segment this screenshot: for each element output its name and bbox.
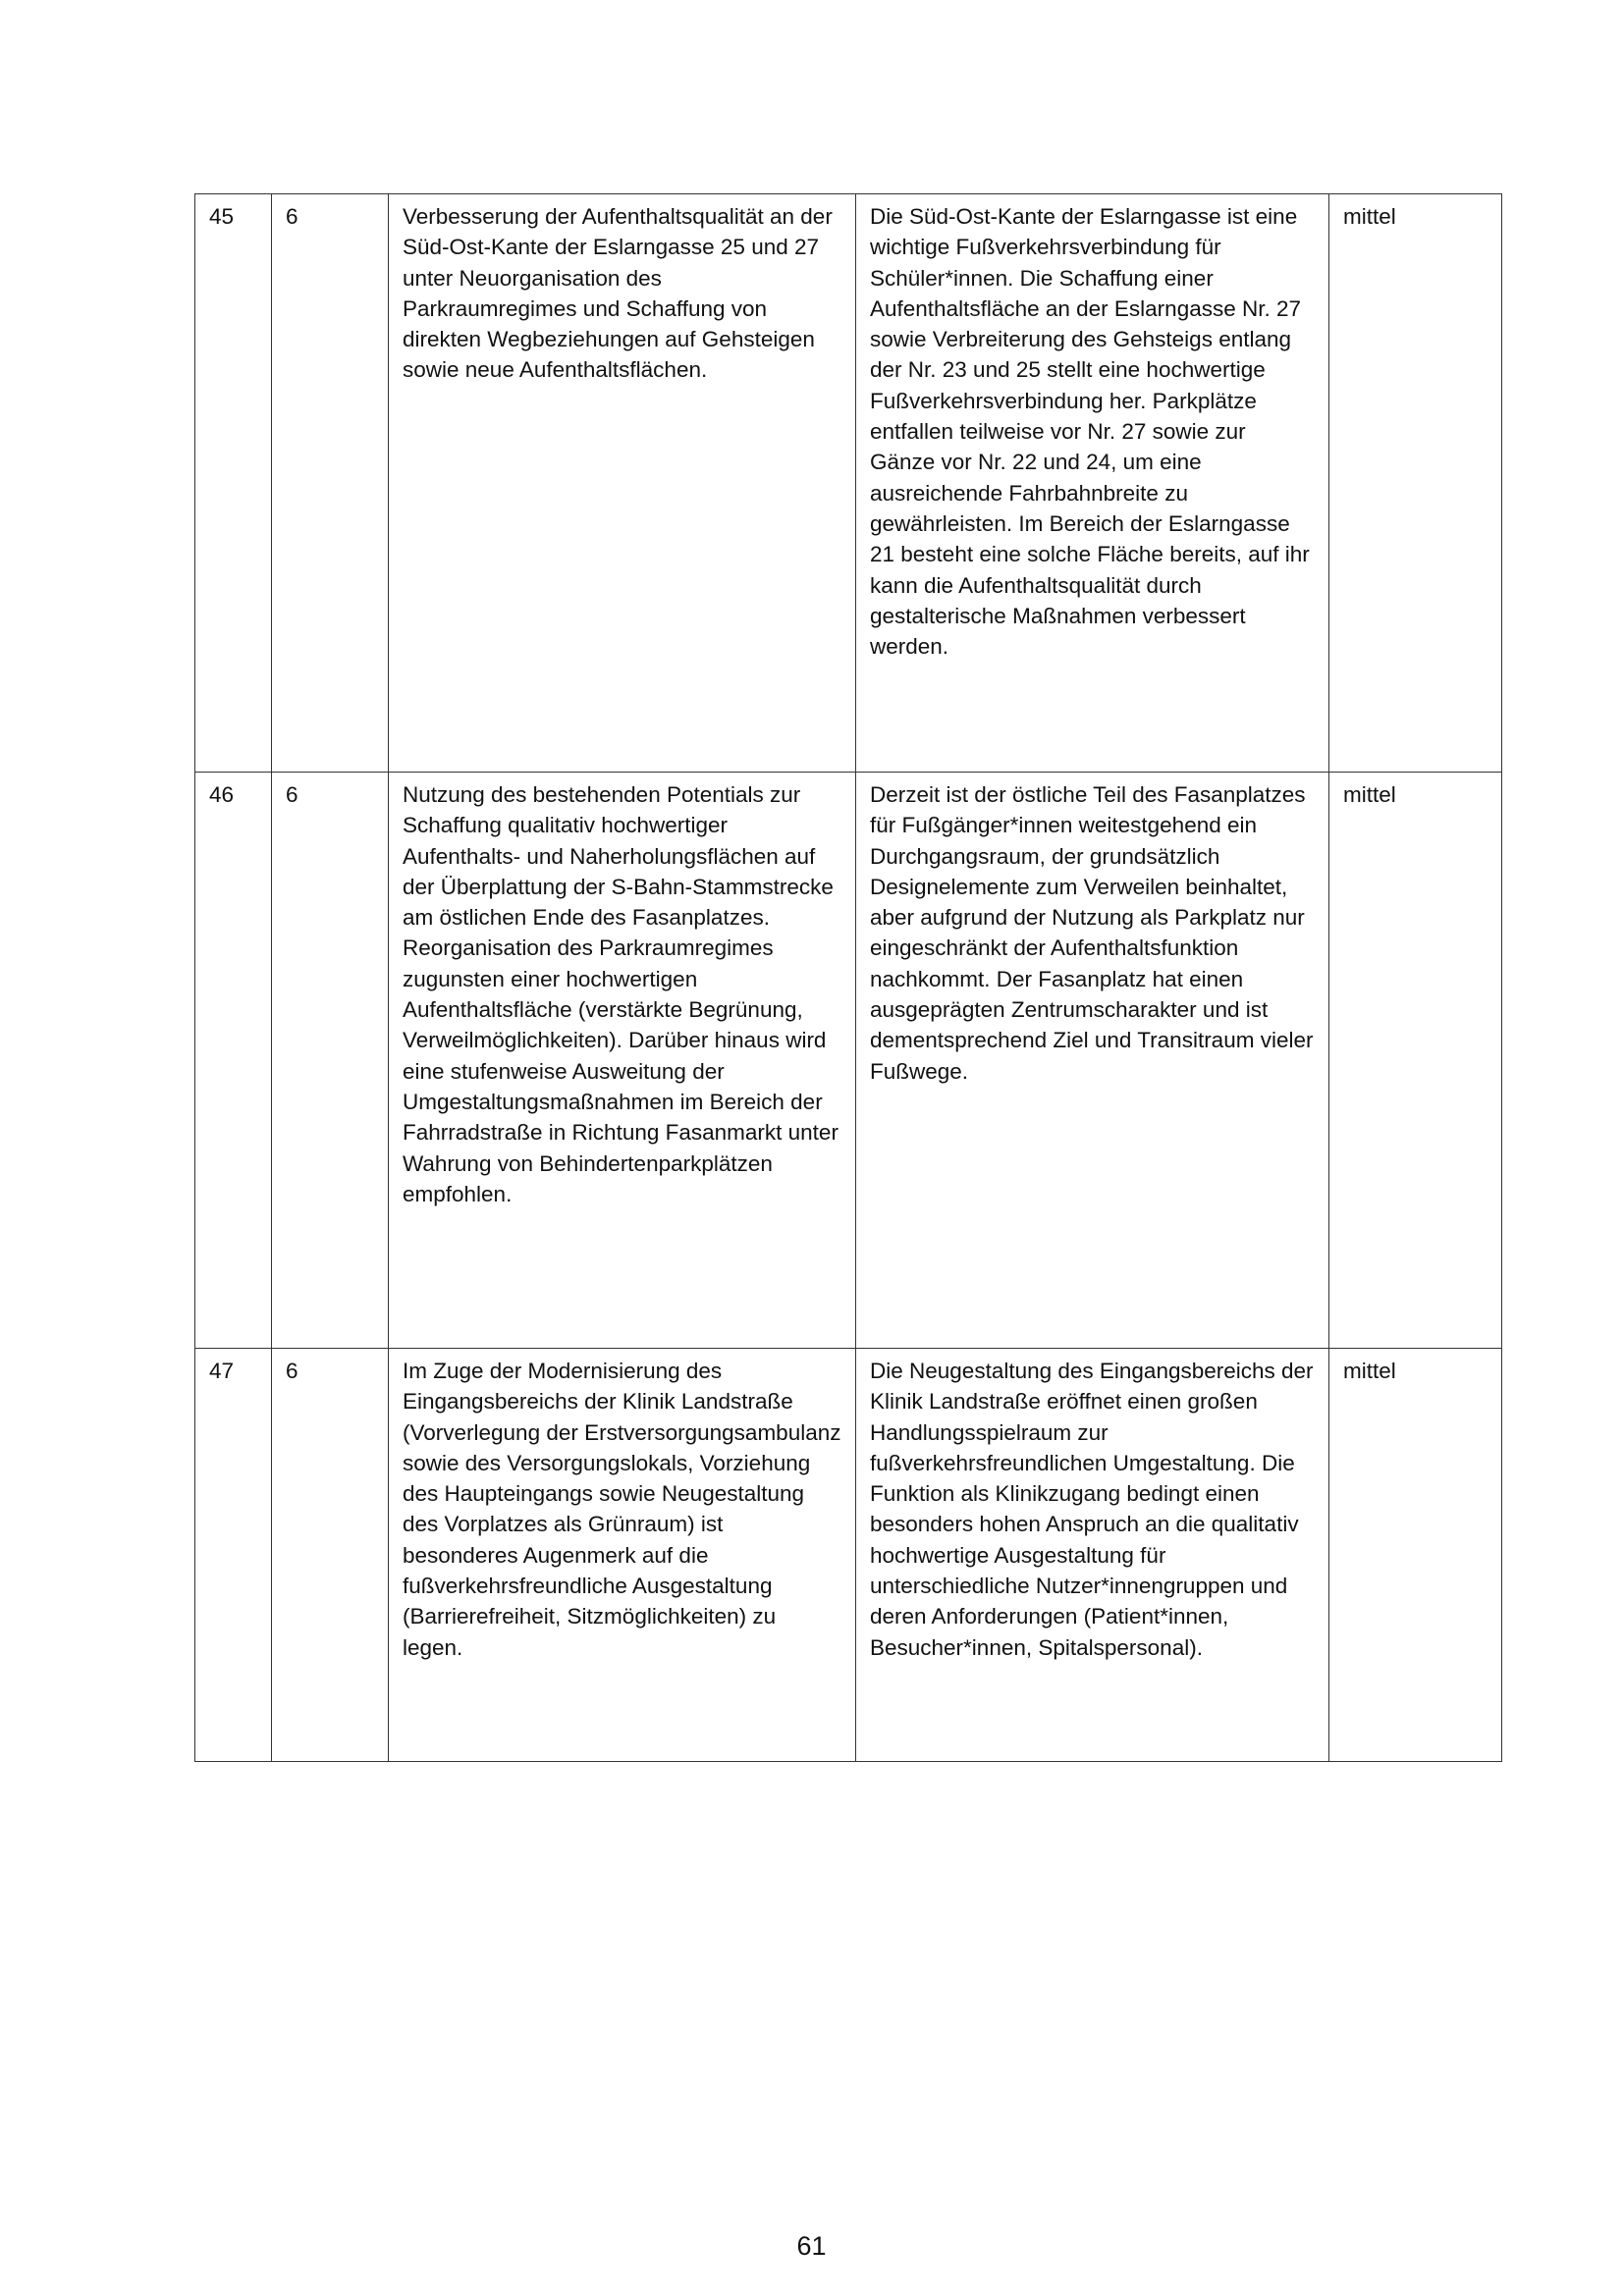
row-number: 47: [195, 1349, 272, 1762]
table-row: [195, 773, 1502, 1349]
measure-cell: Verbesserung der Aufenthaltsqualität an der Süd-Ost-Kante der Eslarngasse 25 und 27 unter Neuorganisation des Parkraumregimes und Schaffung von direkten Wegbeziehungen auf Gehsteigen sowie neue Aufenthaltsflächen.: [389, 194, 856, 773]
rationale-cell: Die Süd-Ost-Kante der Eslarngasse ist eine wichtige Fußverkehrsverbindung für Schüler*innen. Die Schaffung einer Aufenthaltsfläche an der Eslarngasse Nr. 27 sowie Verbreiterung des Gehsteigs entlang der Nr. 23 und 25 stellt eine hochwertige Fußverkehrsverbindung her. Parkplätze entfallen teilweise vor Nr. 27 sowie zur Gänze vor Nr. 22 und 24, um eine ausreichende Fahrbahnbreite zu gewährleisten. Im Bereich der Eslarngasse 21 besteht eine solche Fläche bereits, auf ihr kann die Aufenthaltsqualität durch gestalterische Maßnahmen verbessert werden.: [856, 194, 1329, 773]
page-number: 61: [796, 2231, 827, 2261]
district-cell: 6: [272, 194, 389, 773]
rationale-cell: Derzeit ist der östliche Teil des Fasanplatzes für Fußgänger*innen weitestgehend ein Durchgangsraum, der grundsätzlich Designelemente zum Verweilen beinhaltet, aber aufgrund der Nutzung als Parkplatz nur eingeschränkt der Aufenthaltsfunktion nachkommt. Der Fasanplatz hat einen ausgeprägten Zentrumscharakter und ist dementsprechend Ziel und Transitraum vieler Fußwege.: [856, 773, 1329, 1349]
priority-cell: mittel: [1329, 1349, 1502, 1762]
measure-cell: Im Zuge der Modernisierung des Eingangsbereichs der Klinik Landstraße (Vorverlegung der Erstversorgungsambulanz sowie des Versorgungslokals, Vorziehung des Haupteingangs sowie Neugestaltung des Vorplatzes als Grünraum) ist besonderes Augenmerk auf die fußverkehrsfreundliche Ausgestaltung (Barrierefreiheit, Sitzmöglichkeiten) zu legen.: [389, 1349, 856, 1762]
district-cell: 6: [272, 1349, 389, 1762]
district-cell: 6: [272, 773, 389, 1349]
priority-cell: mittel: [1329, 773, 1502, 1349]
row-number: 45: [195, 194, 272, 773]
table-row: [195, 194, 1502, 773]
measure-cell: Nutzung des bestehenden Potentials zur Schaffung qualitativ hochwertiger Aufenthalts- und Naherholungsflächen auf der Überplattung der S-Bahn-Stammstrecke am östlichen Ende des Fasanplatzes. Reorganisation des Parkraumregimes zugunsten einer hochwertigen Aufenthaltsfläche (verstärkte Begrünung, Verweilmöglichkeiten). Darüber hinaus wird eine stufenweise Ausweitung der Umgestaltungsmaßnahmen im Bereich der Fahrradstraße in Richtung Fasanmarkt unter Wahrung von Behindertenparkplätzen empfohlen.: [389, 773, 856, 1349]
rationale-cell: Die Neugestaltung des Eingangsbereichs der Klinik Landstraße eröffnet einen großen Handlungsspielraum zur fußverkehrsfreundlichen Umgestaltung. Die Funktion als Klinikzugang bedingt einen besonders hohen Anspruch an die qualitativ hochwertige Ausgestaltung für unterschiedliche Nutzer*innengruppen und deren Anforderungen (Patient*innen, Besucher*innen, Spitalspersonal).: [856, 1349, 1329, 1762]
row-number: 46: [195, 773, 272, 1349]
priority-cell: mittel: [1329, 194, 1502, 773]
measures-table: [194, 193, 1502, 1762]
table-row: [195, 1349, 1502, 1762]
